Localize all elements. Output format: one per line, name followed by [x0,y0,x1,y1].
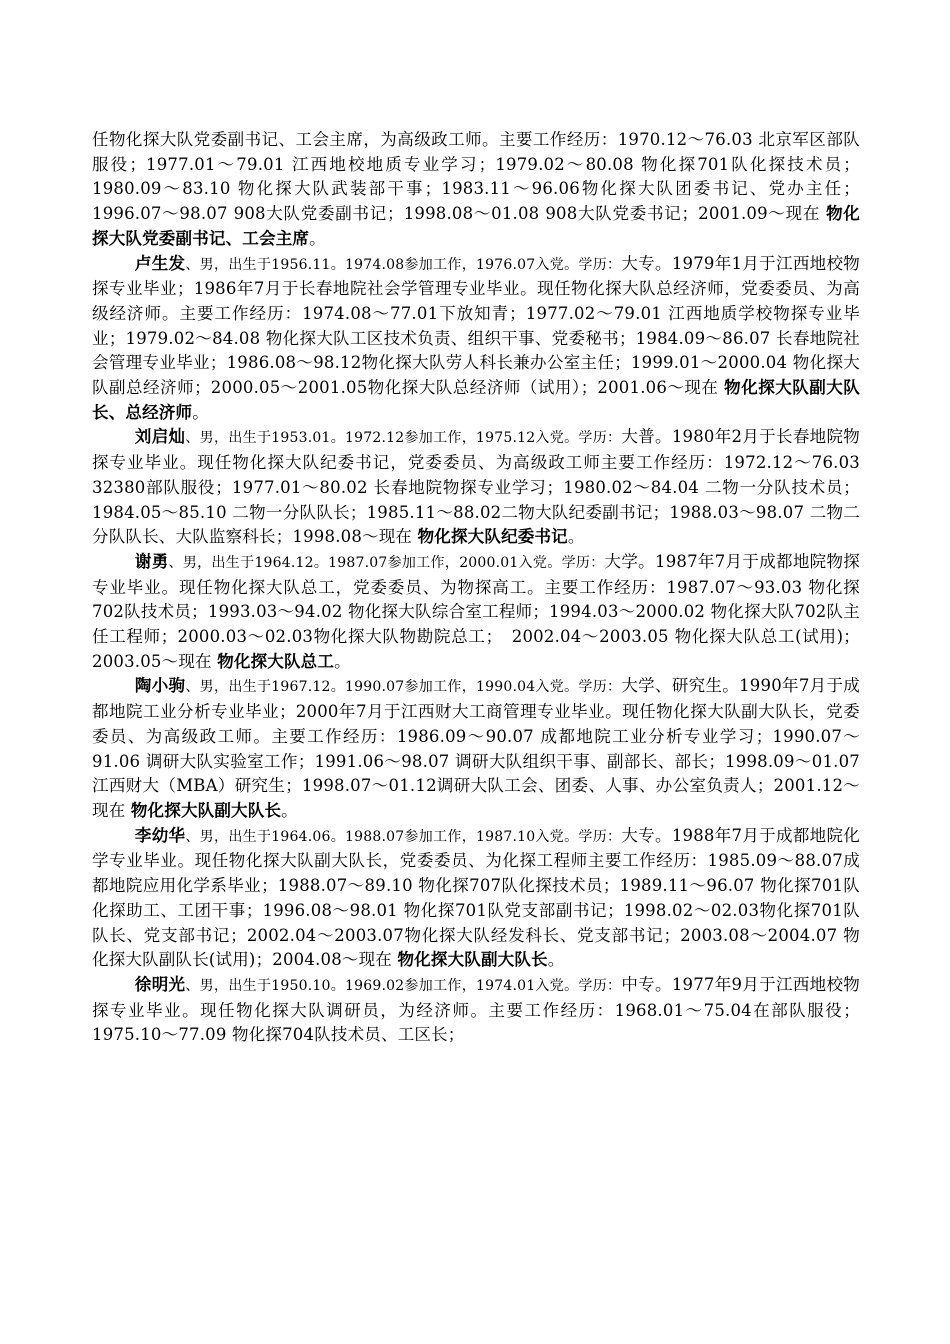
paragraph-body: 大学、研究生。1990年7月于成都地院工业分析专业毕业；2000年7月于江西财大工商管理专业毕业。现任物化探大队副大队长，党委委员、为高级政工师。主要工作经历：1986.09～90.07 成都地院工业分析专业学习；1990.07～91.06 调研大队实验室工作；1991.06～98.07 调研大队组织干事、副部长、部长；1998.09～01.07 江西财大（MBA）研究生；1998.07～01.12调研大队工会、团委、人事、办公室负责人；2001.12～现在 [92,676,860,820]
current-position: 物化探大队纪委书记 [417,527,568,547]
paragraph-end: 。 [309,228,326,248]
person-name: 李幼华 [134,825,186,845]
paragraph-4 [92,550,860,675]
paragraph-body: 大专。1988年7月于成都地院化学专业毕业。现任物化探大队副大队长，党委委员、为化探工程师主要工作经历：1985.09～88.07成都地院应用化学系毕业；1988.07～89.10 物化探707队化探技术员；1989.11～96.07 物化探701队化探助工、工团干事；1996.08～98.01 物化探701队党支部副书记；1998.02～02.03物化探701队队长、党支部书记；2002.04～2003.07物化探大队经发科长、党支部书记；2003.08～2004.07 物化探大队副队长(试用)；2004.08～现在 [92,825,860,970]
paragraph-1 [92,128,860,252]
current-position: 物化探大队总工 [217,651,335,671]
person-name: 刘启灿 [134,427,186,447]
paragraph-7 [92,973,860,1048]
paragraph-3 [92,425,860,550]
paragraph-body: 大专。1979年1月于江西地校物探专业毕业；1986年7月于长春地院社会学管理专业毕业。现任物化探大队总经济师，党委委员、为高级经济师。主要工作经历：1974.08～77.01下放知青；1977.02～79.01 江西地质学校物探专业毕业；1979.02～84.08 物化探大队工区技术负责、组织干事、党委秘书；1984.09～86.07 长春地院社会管理专业毕业；1986.08～98.12物化探大队劳人科长兼办公室主任；1999.01～2000.04 物化探大队副总经济师；2000.05～2001.05物化探大队总经济师（试用）；2001.06～现在 [92,253,860,398]
paragraph-body: 大普。1980年2月于长春地院物探专业毕业。现任物化探大队纪委书记，党委委员、为高级政工师主要工作经历：1972.12～76.03 32380部队服役；1977.01～80.02 长春地院物探专业学习；1980.02～84.04 二物一分队技术员；1984.05～85.10 二物一分队队长；1985.11～88.02二物大队纪委副书记；1988.03～98.07 二物二分队队长、大队监察科长；1998.08～现在 [92,427,860,547]
paragraph-5 [92,674,860,823]
person-name: 陶小驹 [134,676,186,696]
person-name: 卢生发 [134,253,186,273]
paragraph-2 [92,252,860,426]
paragraph-end: 。 [192,402,209,422]
current-position: 物化探大队副大队长、总经济师 [92,378,860,422]
current-position: 物化探大队副大队长 [130,800,282,820]
current-position: 物化探大队党委副书记、工会主席 [92,204,861,248]
person-intro: 、男，出生于1953.01。1972.12参加工作，1975.12入党。学历： [185,430,622,447]
current-position: 物化探大队副大队长 [397,950,548,970]
paragraph-body: 大学。1987年7月于成都地院物探专业毕业。现任物化探大队总工，党委委员、为物探高工。主要工作经历：1987.07～93.03 物化探702队技术员；1993.03～94.02 物化探大队综合室工程师；1994.03～2000.02 物化探大队702队主任工程师；2000.03～02.03物化探大队物勘院总工； 2002.04～2003.05 物化探大队总工(试用)；2003.05～现在 [92,551,860,671]
paragraph-end: 。 [547,950,565,970]
paragraph-end: 。 [281,800,298,820]
person-intro: 、男，出生于1964.06。1988.07参加工作，1987.10入党。学历： [185,828,622,845]
paragraph-body: 任物化探大队党委副书记、工会主席，为高级政工师。主要工作经历：1970.12～76.03 北京军区部队服役；1977.01～79.01 江西地校地质专业学习；1979.02～80.08 物化探701队化探技术员；1980.09～83.10 物化探大队武装部干事；1983.11～96.06物化探大队团委书记、党办主任；1996.07～98.07 908大队党委副书记；1998.08～01.08 908大队党委书记；2001.09～现在 [92,130,860,224]
person-intro: 、男，出生于1956.11。1974.08参加工作，1976.07入党。学历： [185,256,622,273]
paragraph-6 [92,824,860,973]
person-intro: 、男，出生于1964.12。1987.07参加工作，2000.01入党。学历： [168,554,605,571]
paragraph-body: 中专。1977年9月于江西地校物探专业毕业。现任物化探大队调研员，为经济师。主要工作经历：1968.01～75.04在部队服役；1975.10～77.09 物化探704队技术员、工区长； [92,974,860,1045]
person-name: 谢勇 [134,551,169,571]
person-intro: 、男，出生于1967.12。1990.07参加工作，1990.04入党。学历： [185,679,622,696]
person-name: 徐明光 [134,974,186,994]
paragraph-end: 。 [567,527,585,547]
person-intro: 、男，出生于1950.10。1969.02参加工作，1974.01入党。学历： [185,977,622,994]
document-page [92,128,860,1048]
paragraph-end: 。 [334,651,351,671]
